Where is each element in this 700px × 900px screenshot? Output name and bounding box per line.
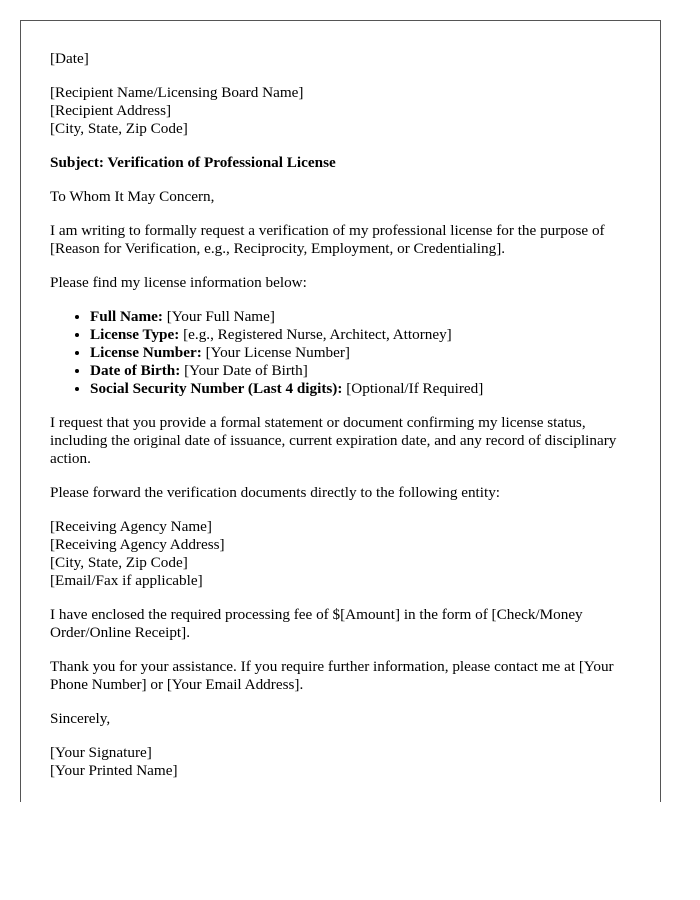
list-item-ssn: [90, 380, 630, 398]
list-item-label: Date of Birth:: [90, 362, 181, 379]
list-item-license-number: [90, 344, 630, 362]
salutation: To Whom It May Concern,: [50, 188, 215, 205]
list-item-date-of-birth: [90, 362, 630, 380]
list-item-full-name: [90, 308, 630, 326]
list-item-label: Full Name:: [90, 308, 163, 325]
intro-paragraph: I am writing to formally request a verification of my professional license for the purpose of [Reason for Verification, e.g., Reciprocity, Employment, or Credentialing].: [50, 222, 605, 257]
receiving-agency-address: [Receiving Agency Address]: [50, 536, 225, 553]
signature-block: [50, 744, 630, 780]
receiving-agency-name: [Receiving Agency Name]: [50, 518, 212, 535]
list-item-license-type: [90, 326, 630, 344]
letter-page: [20, 20, 661, 802]
recipient-block: [50, 84, 630, 138]
recipient-address: [Recipient Address]: [50, 102, 172, 119]
recipient-name: [Recipient Name/Licensing Board Name]: [50, 84, 304, 101]
list-intro: Please find my license information below:: [50, 274, 307, 291]
list-item-value: [Optional/If Required]: [342, 380, 484, 397]
subject-text: Subject: Verification of Professional License: [50, 154, 336, 171]
list-item-value: [Your Date of Birth]: [180, 362, 308, 379]
recipient-city-state-zip: [City, State, Zip Code]: [50, 120, 188, 137]
request-paragraph: I request that you provide a formal statement or document confirming my license status, including the original date of issuance, current expiration date, and any record of disciplinary action.: [50, 414, 617, 467]
printed-name: [Your Printed Name]: [50, 762, 178, 779]
list-item-value: [Your License Number]: [201, 344, 350, 361]
list-item-label: License Number:: [90, 344, 202, 361]
date-line: [Date]: [50, 50, 89, 67]
forward-intro: Please forward the verification documents directly to the following entity:: [50, 484, 501, 501]
receiving-block: [50, 518, 630, 590]
receiving-contact: [Email/Fax if applicable]: [50, 572, 203, 589]
list-item-value: [e.g., Registered Nurse, Architect, Attorney]: [179, 326, 452, 343]
list-item-label: Social Security Number (Last 4 digits):: [90, 380, 343, 397]
receiving-city-state-zip: [City, State, Zip Code]: [50, 554, 188, 571]
letter-body: [50, 50, 630, 796]
closing: Sincerely,: [50, 710, 111, 727]
license-info-list: [50, 308, 630, 398]
subject-line: [50, 154, 630, 172]
signature: [Your Signature]: [50, 744, 152, 761]
thanks-paragraph: Thank you for your assistance. If you require further information, please contact me at [Your Phone Number] or [Your Email Address].: [50, 658, 614, 693]
fee-paragraph: I have enclosed the required processing fee of $[Amount] in the form of [Check/Money Order/Online Receipt].: [50, 606, 583, 641]
list-item-value: [Your Full Name]: [162, 308, 275, 325]
list-item-label: License Type:: [90, 326, 180, 343]
